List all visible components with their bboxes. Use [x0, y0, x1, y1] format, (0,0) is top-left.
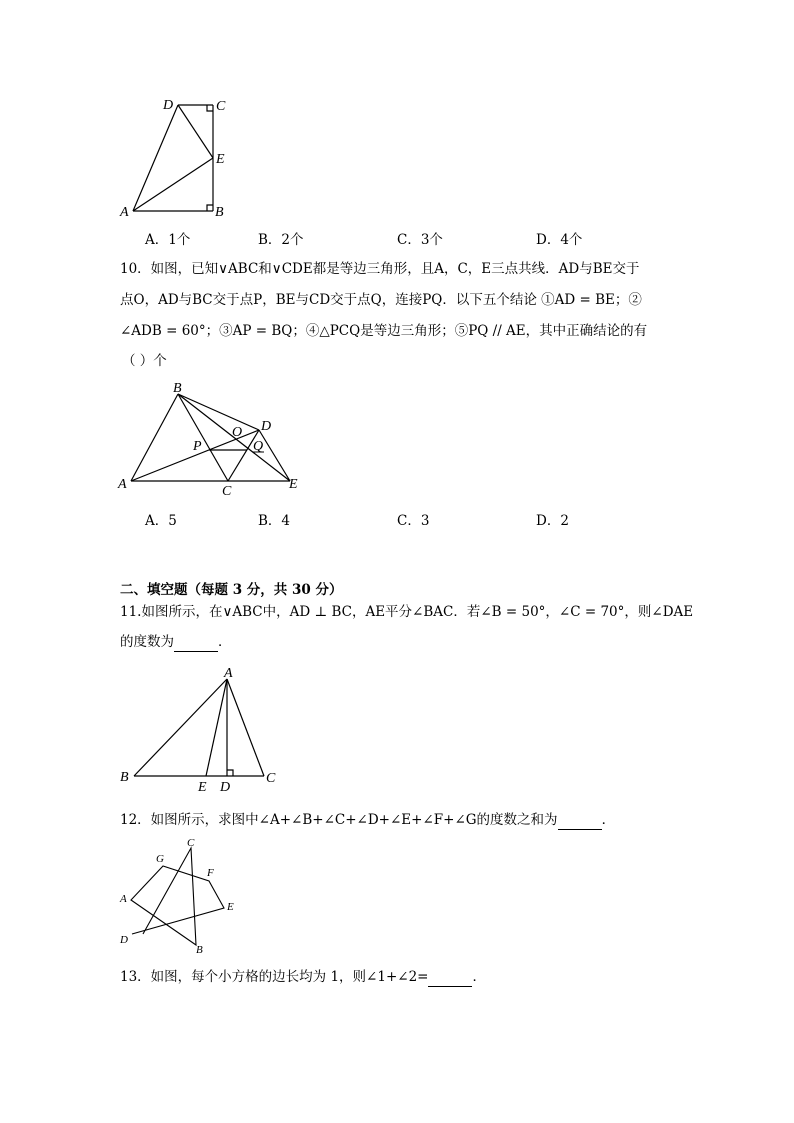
q10-label-b: B: [173, 381, 182, 396]
q11-answer-blank[interactable]: [174, 637, 218, 652]
q10-stem-line-4: （ ）个: [122, 353, 167, 369]
q10-label-d: D: [261, 419, 272, 434]
q10-option-d: D．2: [536, 513, 569, 529]
q10-option-b: B．4: [258, 513, 291, 529]
q11-label-b: B: [120, 770, 129, 785]
q10-label-o: O: [232, 425, 243, 440]
q10-figure: [112, 375, 312, 500]
q12-label-d: D: [120, 934, 128, 946]
q13-stem-text: 13．如图，每个小方格的边长均为 1，则∠1+∠2=: [120, 969, 429, 985]
q10-option-a: A．5: [145, 513, 177, 529]
q9-option-a: A．1个: [145, 232, 191, 248]
q10-label-e: E: [289, 477, 298, 492]
q11-figure: [115, 662, 290, 792]
q12-label-g: G: [156, 853, 164, 865]
q9-label-a: A: [120, 205, 129, 220]
q10-label-q: Q: [253, 439, 264, 454]
q12-figure: [112, 833, 242, 955]
q11-stem-line-2: [120, 632, 232, 652]
q12-answer-blank[interactable]: [558, 815, 602, 830]
q9-option-d: D．4个: [536, 232, 583, 248]
q12-label-f: F: [207, 867, 214, 879]
q12-stem-end: ．: [601, 812, 616, 828]
q12-stem: [120, 810, 615, 830]
q10-stem-line-2: 点O，AD与BC交于点P，BE与CD交于点Q，连接PQ．以下五个结论 ①AD = BE；②: [120, 292, 642, 308]
q11-stem-line-2-end: ．: [218, 634, 232, 650]
q10-label-a: A: [118, 477, 127, 492]
q12-label-a: A: [120, 893, 127, 905]
q10-stem-line-1: 10．如图，已知∨ABC和∨CDE都是等边三角形，且A，C，E三点共线．AD与BE交于: [120, 261, 640, 277]
q13-answer-blank[interactable]: [428, 972, 472, 987]
q11-label-c: C: [266, 771, 276, 786]
q9-option-b: B．2个: [258, 232, 304, 248]
q10-label-p: P: [193, 439, 202, 454]
q13-stem: [120, 967, 486, 987]
q9-label-b: B: [215, 205, 224, 220]
q11-label-a: A: [224, 666, 233, 681]
q12-label-e: E: [227, 901, 234, 913]
q12-label-c: C: [187, 837, 195, 849]
q13-stem-end: ．: [472, 969, 486, 985]
q9-label-d: D: [163, 98, 174, 113]
q11-label-e: E: [198, 780, 207, 792]
q11-stem-line-2-text: 的度数为: [120, 634, 174, 650]
q12-label-b: B: [196, 944, 203, 955]
q9-figure: [115, 95, 240, 220]
section-heading-fill-in: 二、填空题（每题 3 分，共 30 分）: [120, 582, 343, 598]
q11-label-d: D: [220, 780, 231, 792]
q10-option-c: C．3: [397, 513, 430, 529]
q11-stem-line-1: 11.如图所示，在∨ABC中，AD ⊥ BC，AE平分∠BAC．若∠B = 50°，∠C = 70°，则∠DAE: [120, 604, 694, 620]
q9-label-c: C: [216, 99, 226, 114]
q9-option-c: C．3个: [397, 232, 443, 248]
q9-label-e: E: [216, 152, 225, 167]
q12-stem-text: 12．如图所示，求图中∠A+∠B+∠C+∠D+∠E+∠F+∠G的度数之和为: [120, 812, 558, 828]
q10-label-c: C: [222, 484, 232, 499]
q10-stem-line-3: ∠ADB = 60°；③AP = BQ；④△PCQ是等边三角形；⑤PQ // AE，其中正确结论的有: [120, 323, 648, 339]
